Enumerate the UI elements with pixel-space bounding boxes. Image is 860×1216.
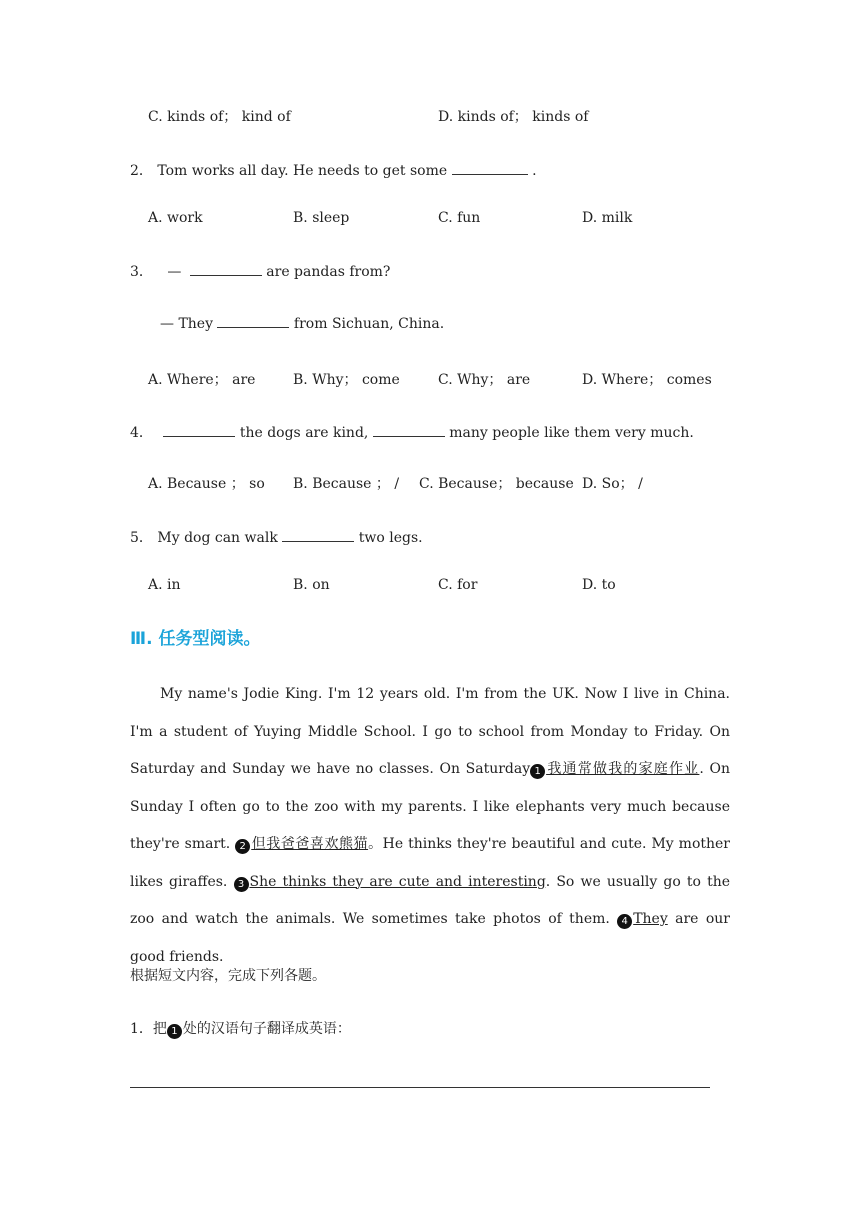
answer-blank — [163, 424, 235, 437]
underlined-sentence-3: She thinks they are cute and interesting — [249, 873, 546, 890]
question-number: 4． — [130, 425, 153, 441]
question-text: are pandas from? — [266, 264, 391, 280]
passage-text: are our good friends. — [130, 911, 730, 965]
q2-option-b: B. sleep — [293, 210, 350, 226]
question-text: Tom works all day. He needs to get some — [157, 163, 448, 179]
underlined-sentence-2: 但我爸爸喜欢熊猫 — [251, 836, 369, 852]
passage-text: My name's Jodie King. I'm 12 years old. I'm from the UK. Now I live in China. I'm a student of Yuying Middle School. I go to school from Monday to Friday. On Saturday and Sunday we have no classes. On Saturday — [130, 686, 730, 777]
q3-option-d: D. Where； comes — [582, 372, 712, 388]
question-number: 2． — [130, 163, 153, 179]
marker-3-icon: 3 — [234, 877, 249, 892]
underlined-word-4: They — [633, 911, 668, 927]
answer-line[interactable] — [130, 1087, 710, 1088]
question-text: the dogs are kind, — [239, 425, 369, 441]
answer-blank — [452, 162, 528, 175]
question-3-line-2 — [160, 315, 444, 332]
q5-option-a: A. in — [148, 577, 181, 593]
task-prefix: 把 — [152, 1021, 167, 1037]
question-text-end: . — [532, 163, 537, 179]
q3-option-c: C. Why； are — [438, 372, 531, 388]
q4-option-c: C. Because； because — [419, 476, 574, 492]
q5-option-d: D. to — [582, 577, 616, 593]
dialogue-dash: — — [160, 316, 174, 332]
underlined-sentence-1: 我通常做我的家庭作业 — [546, 761, 700, 777]
marker-4-icon: 4 — [617, 914, 632, 929]
passage-text: . So we usually go to the zoo and watch the animals. We sometimes take photos of them. — [130, 873, 731, 927]
question-text: from Sichuan, China. — [293, 316, 445, 332]
question-5 — [130, 527, 423, 547]
q4-option-a: A. Because ； so — [148, 476, 265, 492]
question-number: 5． — [130, 530, 153, 546]
q4-option-d: D. So； / — [582, 476, 643, 492]
passage-text: 。He thinks they're beautiful and cute. My mother likes giraffes. — [130, 836, 730, 890]
task-number: 1． — [130, 1021, 153, 1037]
marker-1-icon: 1 — [167, 1024, 182, 1039]
answer-blank — [373, 424, 445, 437]
marker-1-icon: 1 — [530, 764, 545, 779]
passage-text: . On Sunday I often go to the zoo with my parents. I like elephants very much because they're smart. — [130, 761, 731, 852]
task-1 — [130, 1018, 351, 1039]
q5-option-c: C. for — [438, 577, 478, 593]
reading-passage — [130, 676, 730, 976]
q2-option-d: D. milk — [582, 210, 633, 226]
q1-option-c: C. kinds of； kind of — [148, 109, 291, 125]
instruction-text: 根据短文内容，完成下列各题。 — [130, 968, 326, 984]
question-3-line-1 — [130, 261, 390, 281]
answer-blank — [282, 529, 354, 542]
q2-option-a: A. work — [148, 210, 203, 226]
question-text: They — [178, 316, 214, 332]
q5-option-b: B. on — [293, 577, 330, 593]
q1-option-d: D. kinds of； kinds of — [438, 109, 589, 125]
question-text: My dog can walk — [157, 530, 278, 546]
answer-blank — [190, 263, 262, 276]
marker-2-icon: 2 — [235, 839, 250, 854]
q4-option-b: B. Because ； / — [293, 476, 400, 492]
question-4 — [130, 422, 694, 442]
question-number: 3． — [130, 264, 153, 280]
answer-blank — [217, 315, 289, 328]
question-text: many people like them very much. — [449, 425, 694, 441]
question-text: two legs. — [358, 530, 423, 546]
section-title: Ⅲ. 任务型阅读。 — [130, 629, 261, 649]
question-2 — [130, 160, 537, 180]
q3-option-b: B. Why； come — [293, 372, 400, 388]
task-text: 处的汉语句子翻译成英语： — [182, 1021, 351, 1037]
q3-option-a: A. Where； are — [148, 372, 256, 388]
q2-option-c: C. fun — [438, 210, 481, 226]
dialogue-dash: — — [167, 264, 182, 280]
